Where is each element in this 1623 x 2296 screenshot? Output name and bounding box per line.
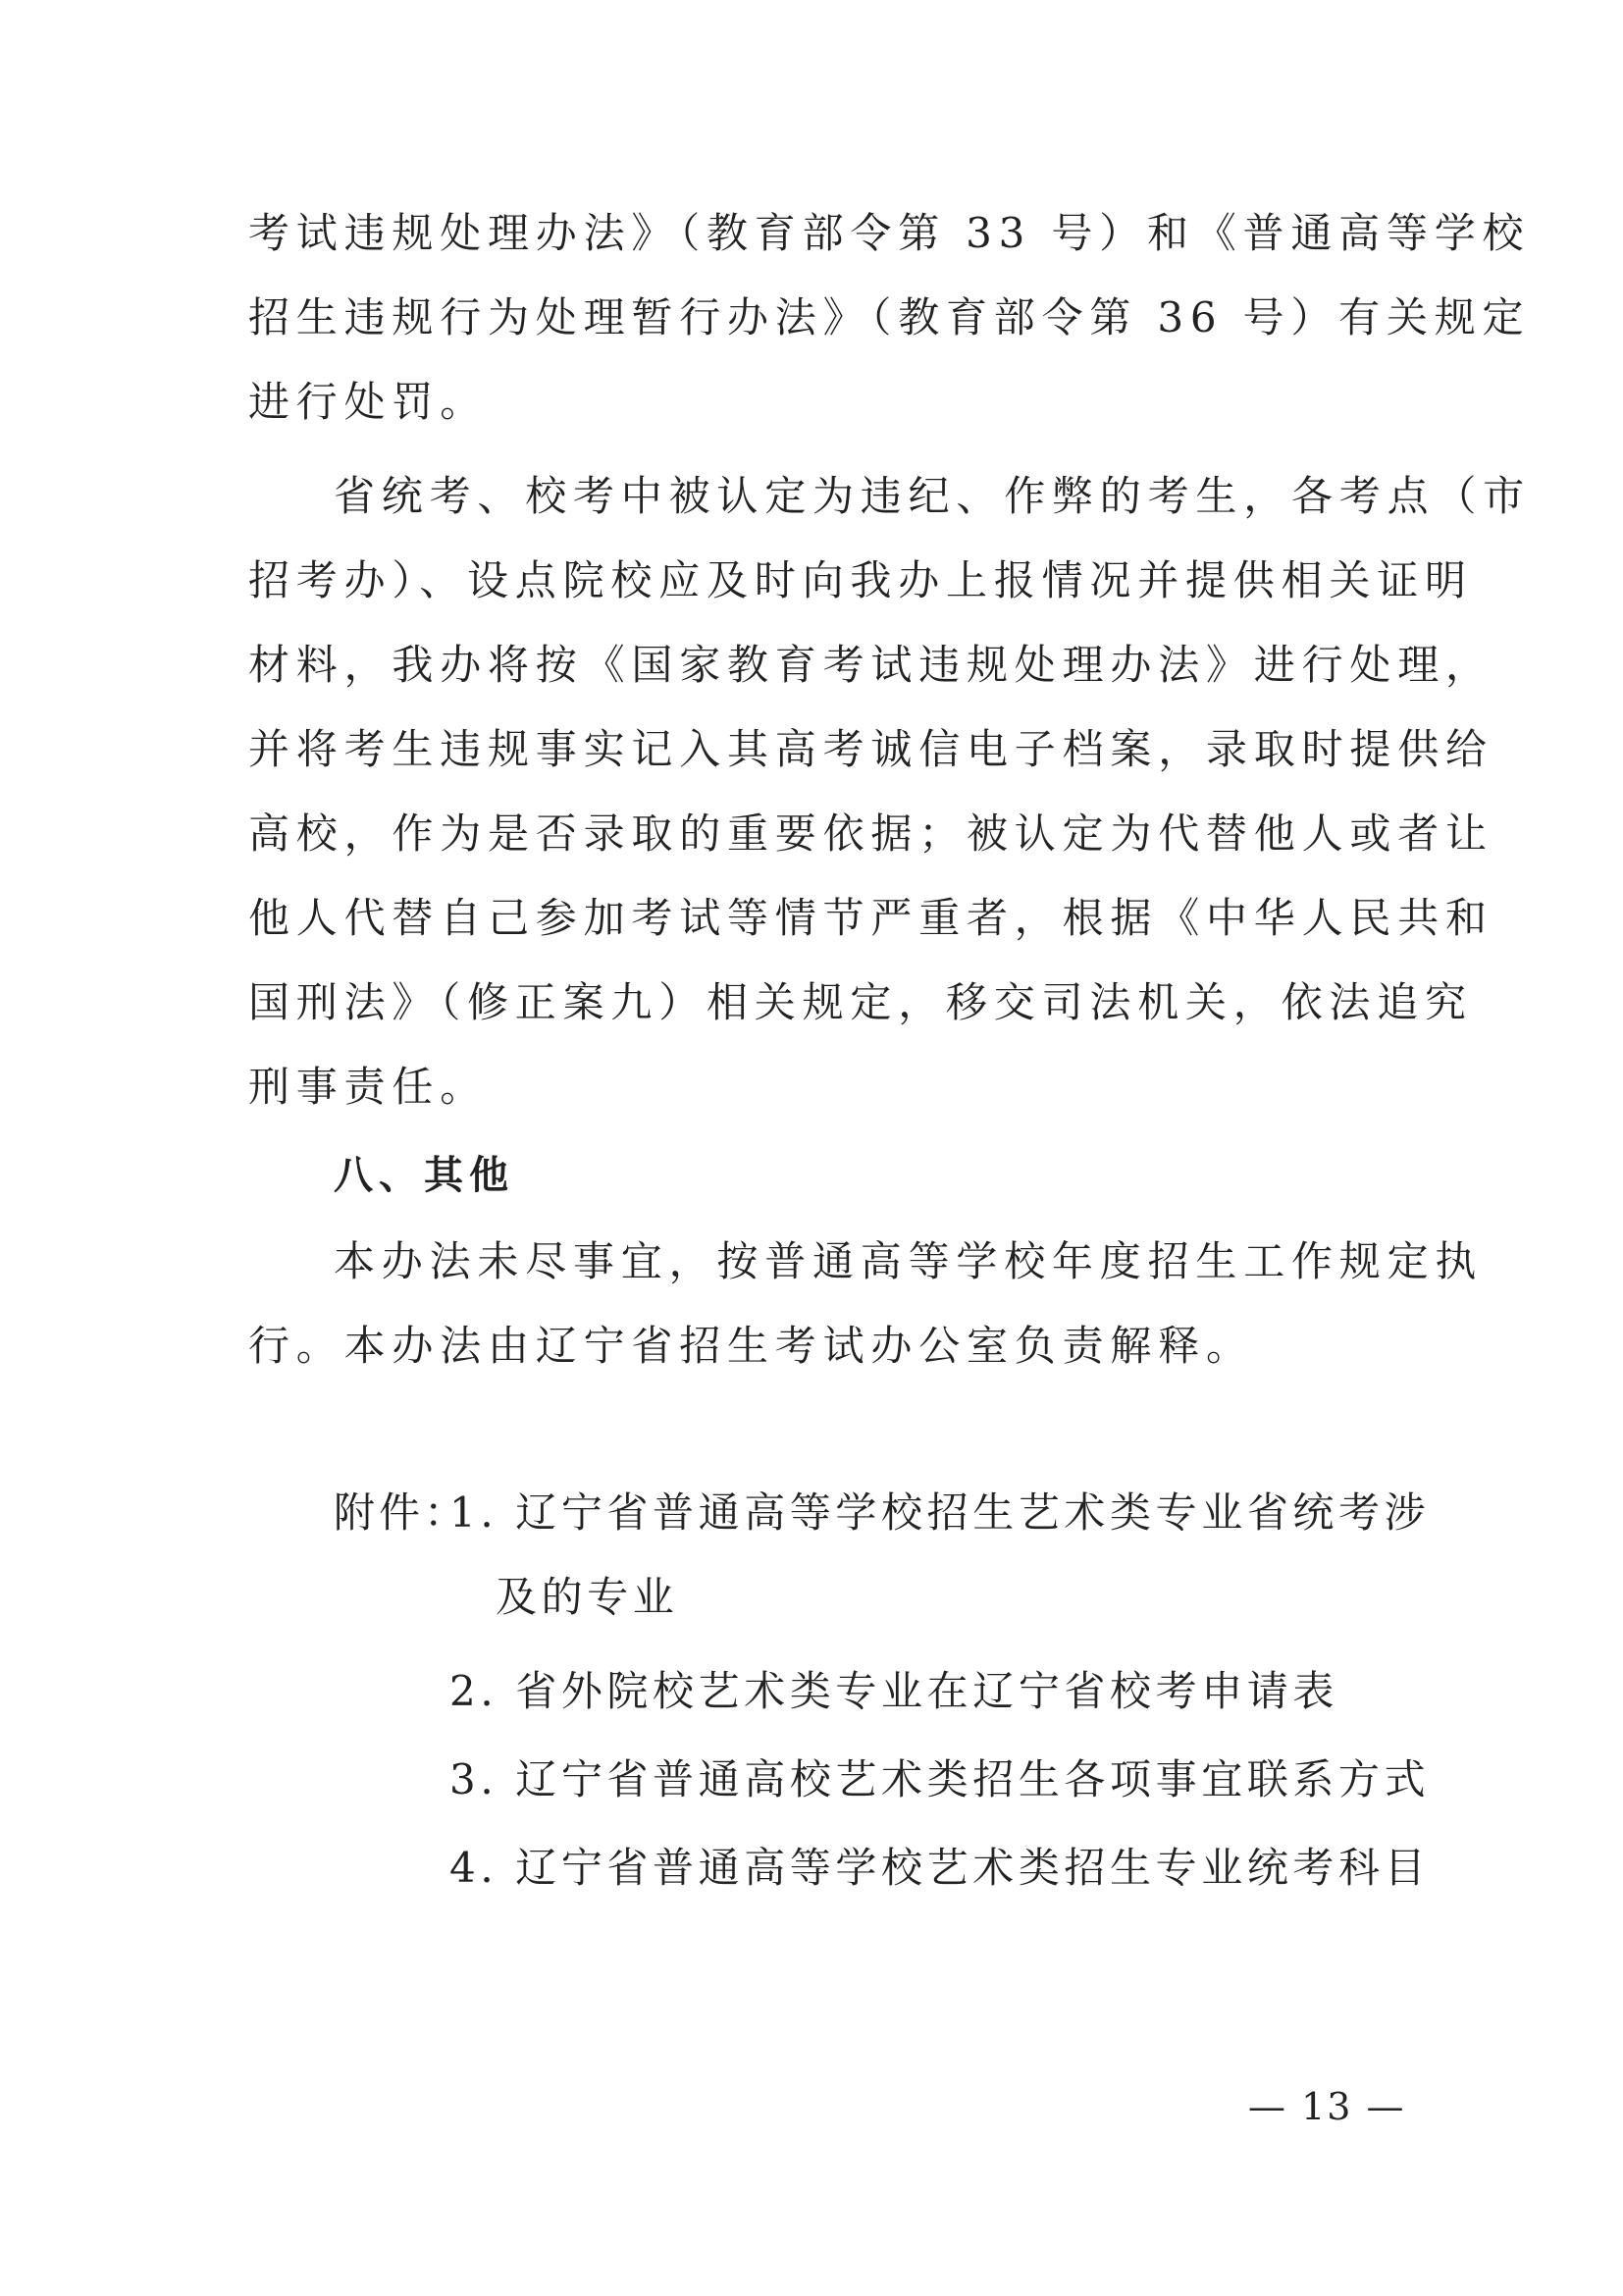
attachments-label: 附件： — [334, 1488, 470, 1537]
paragraph-line: 本办法未尽事宜，按普通高等学校年度招生工作规定执 — [334, 1237, 1484, 1285]
paragraph-line: 国刑法》（修正案九）相关规定，移交司法机关，依法追究 — [248, 978, 1473, 1026]
page-number: — 13 — — [1248, 2085, 1406, 2128]
paragraph-line: 进行处罚。 — [248, 378, 489, 426]
paragraph-line: 招生违规行为处理暂行办法》（教育部令第 36 号）有关规定 — [248, 293, 1531, 341]
paragraph-line: 材料，我办将按《国家教育考试违规处理办法》进行处理， — [248, 641, 1493, 689]
paragraph-line: 考试违规处理办法》（教育部令第 33 号）和《普通高等学校 — [248, 209, 1531, 257]
attachment-item: 1. 辽宁省普通高等学校招生艺术类专业省统考涉 — [449, 1488, 1431, 1537]
paragraph-line: 省统考、校考中被认定为违纪、作弊的考生，各考点（市 — [334, 472, 1532, 520]
paragraph-line: 高校，作为是否录取的重要依据；被认定为代替他人或者让 — [248, 809, 1493, 858]
attachment-item: 2. 省外院校艺术类专业在辽宁省校考申请表 — [449, 1667, 1339, 1715]
section-heading: 八、其他 — [334, 1153, 514, 1198]
attachment-item-continuation: 及的专业 — [496, 1573, 679, 1621]
paragraph-line: 并将考生违规事实记入其高考诚信电子档案，录取时提供给 — [248, 725, 1493, 773]
paragraph-line: 行。本办法由辽宁省招生考试办公室负责解释。 — [248, 1322, 1254, 1370]
paragraph-line: 他人代替自己参加考试等情节严重者，根据《中华人民共和 — [248, 894, 1493, 942]
attachment-item: 3. 辽宁省普通高校艺术类招生各项事宜联系方式 — [449, 1755, 1431, 1803]
attachment-item: 4. 辽宁省普通高等学校艺术类招生专业统考科目 — [449, 1844, 1431, 1892]
paragraph-line: 招考办）、设点院校应及时向我办上报情况并提供相关证明 — [248, 556, 1473, 604]
paragraph-line: 刑事责任。 — [248, 1063, 489, 1111]
